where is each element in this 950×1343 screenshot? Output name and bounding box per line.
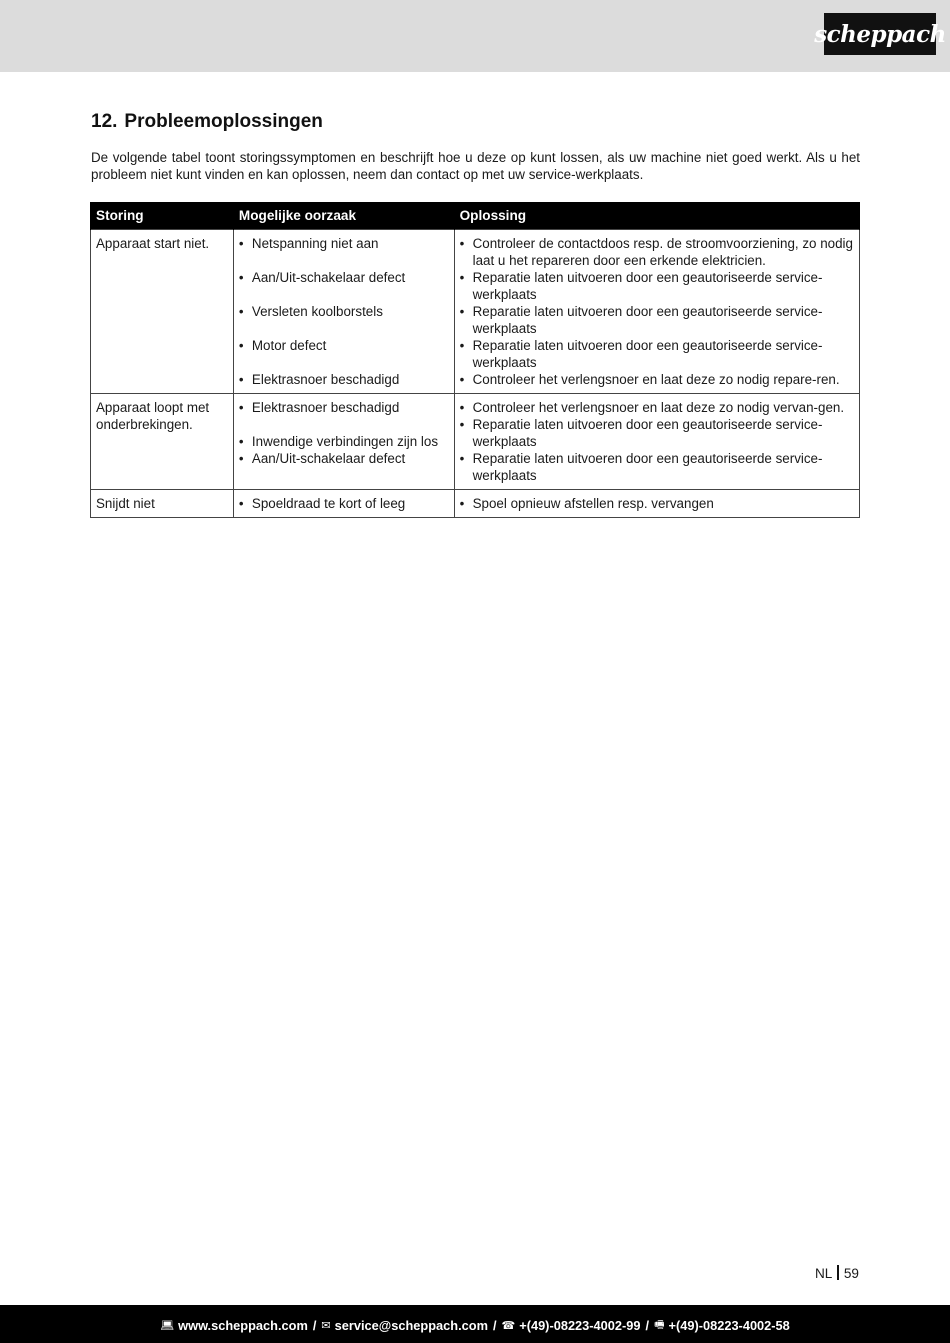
- cause-item: • Aan/Uit-schakelaar defect: [239, 450, 449, 467]
- solution-item: • Reparatie laten uitvoeren door een geautoriseerde service-werkplaats: [460, 269, 854, 303]
- solution-item: • Spoel opnieuw afstellen resp. vervangen: [460, 495, 854, 512]
- solution-item: • Controleer het verlengsnoer en laat deze zo nodig vervan-gen.: [460, 399, 854, 416]
- troubleshooting-table: [90, 202, 860, 518]
- cause-item: • Spoeldraad te kort of leeg: [239, 495, 449, 512]
- intro-paragraph: De volgende tabel toont storingssymptomen en beschrijft hoe u deze op kunt lossen, als uw machine niet goed werkt. Als u het probleem niet kunt vinden en kan oplossen, neem dan contact op met uw service-werkplaats.: [91, 150, 860, 182]
- scheppach-logo: scheppach: [824, 13, 936, 55]
- header-band: [0, 0, 950, 72]
- footer-separator: /: [312, 1317, 317, 1333]
- table-row: [91, 489, 860, 517]
- cause-cell: [233, 229, 454, 393]
- cause-item: • Inwendige verbindingen zijn los: [239, 433, 449, 450]
- solution-item: • Reparatie laten uitvoeren door een geautoriseerde service-werkplaats: [460, 303, 854, 337]
- footer-fax: +(49)-08223-4002-58: [668, 1317, 790, 1333]
- footer-website-link[interactable]: www.scheppach.com: [178, 1317, 308, 1333]
- solution-cell: [454, 393, 859, 489]
- cause-item: • Motor defect: [239, 337, 449, 354]
- table-row: [91, 229, 860, 393]
- section-title-text: Probleemoplossingen: [124, 111, 323, 132]
- solution-item: • Controleer het verlengsnoer en laat deze zo nodig repare-ren.: [460, 371, 854, 388]
- phone-icon: ☎︎: [501, 1318, 516, 1332]
- solution-item: • Reparatie laten uitvoeren door een geautoriseerde service-werkplaats: [460, 416, 854, 450]
- header-oorzaak: Mogelijke oorzaak: [233, 202, 454, 229]
- header-oplossing: Oplossing: [454, 202, 859, 229]
- mail-icon: ✉︎: [321, 1318, 331, 1332]
- footer-contact-bar: [0, 1305, 950, 1343]
- page-number: [815, 1265, 859, 1281]
- page-number-value: 59: [843, 1266, 859, 1281]
- footer-separator: /: [492, 1317, 497, 1333]
- header-storing: Storing: [91, 202, 234, 229]
- section-number: 12.: [91, 111, 118, 132]
- cause-item: • Aan/Uit-schakelaar defect: [239, 269, 449, 286]
- cause-cell: [233, 489, 454, 517]
- storing-cell: Apparaat loopt met onderbrekingen.: [91, 393, 234, 489]
- cause-item: • Versleten koolborstels: [239, 303, 449, 320]
- footer-email-link[interactable]: service@scheppach.com: [334, 1317, 488, 1333]
- computer-icon: 💻︎: [160, 1318, 175, 1332]
- cause-item: • Netspanning niet aan: [239, 235, 449, 252]
- cause-item: • Elektrasnoer beschadigd: [239, 371, 449, 388]
- solution-cell: [454, 229, 859, 393]
- storing-cell: Snijdt niet: [91, 489, 234, 517]
- cause-cell: [233, 393, 454, 489]
- table-row: [91, 393, 860, 489]
- table-header-row: [91, 202, 860, 229]
- page-number-divider: [837, 1265, 839, 1280]
- solution-cell: [454, 489, 859, 517]
- cause-item: • Elektrasnoer beschadigd: [239, 399, 449, 416]
- solution-item: • Reparatie laten uitvoeren door een geautoriseerde service-werkplaats: [460, 337, 854, 371]
- language-code: NL: [814, 1266, 833, 1281]
- solution-item: • Controleer de contactdoos resp. de stroomvoorziening, zo nodig laat u het repareren door een erkende elektricien.: [460, 235, 854, 269]
- fax-icon: 🖷︎: [654, 1317, 665, 1331]
- footer-phone: +(49)-08223-4002-99: [519, 1317, 641, 1333]
- solution-item: • Reparatie laten uitvoeren door een geautoriseerde service-werkplaats: [460, 450, 854, 484]
- storing-cell: Apparaat start niet.: [91, 229, 234, 393]
- section-title: [91, 111, 323, 133]
- footer-separator: /: [645, 1317, 650, 1333]
